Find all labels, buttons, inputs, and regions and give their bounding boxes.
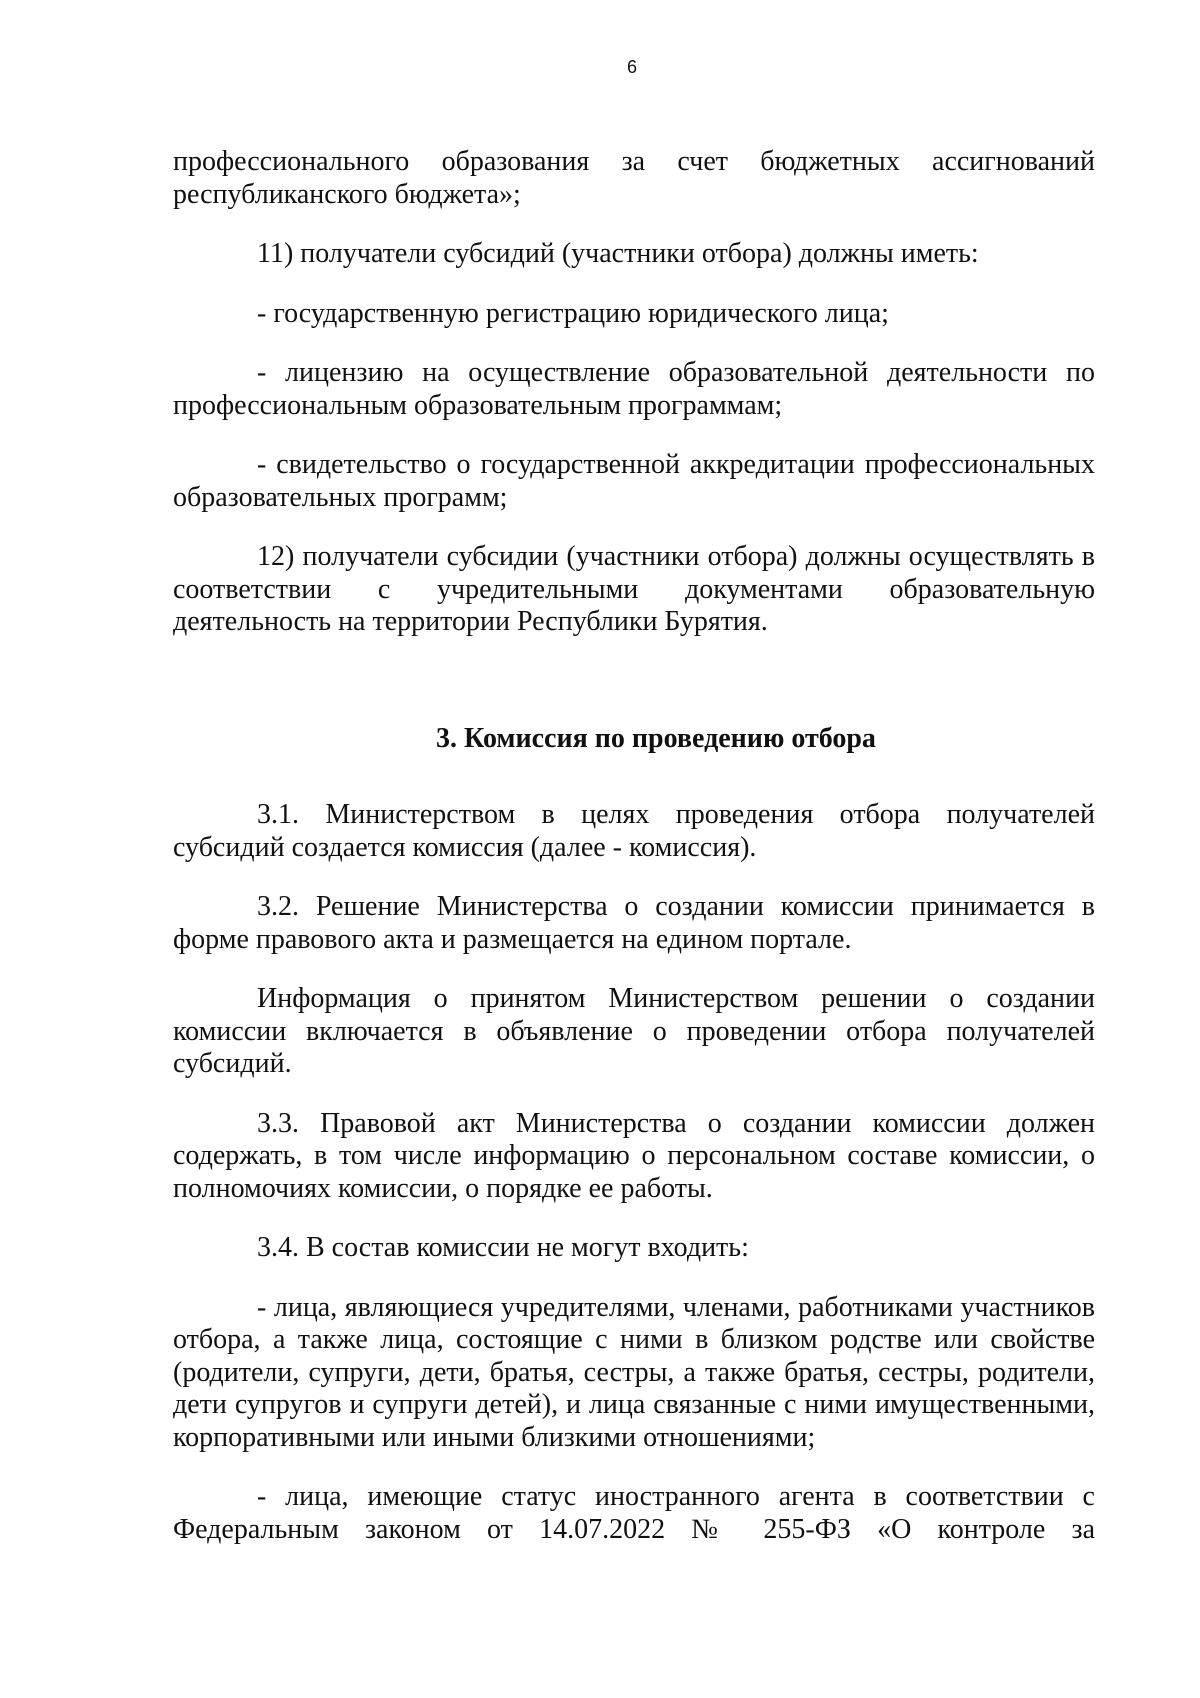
paragraph-item-11: 11) получатели субсидий (участники отбора) должны иметь: bbox=[257, 238, 979, 269]
paragraph-bullet-license: - лицензию на осуществление образовательной деятельности по профессиональным образовательным программам; bbox=[173, 357, 1095, 421]
page-number: 6 bbox=[626, 57, 637, 77]
document-body bbox=[173, 146, 1095, 1573]
paragraph-3-4: 3.4. В состав комиссии не могут входить: bbox=[257, 1232, 749, 1263]
paragraph-continuation: профессионального образования за счет бюджетных ассигнований республиканского бюджета»; bbox=[173, 146, 1095, 210]
paragraph-3-1: 3.1. Министерством в целях проведения отбора получателей субсидий создается комиссия (далее - комиссия). bbox=[173, 799, 1095, 863]
paragraph-bullet-foreign-agent: - лица, имеющие статус иностранного агента в соответствии с Федеральным законом от 14.07.2022 № 255-ФЗ «О контроле за bbox=[173, 1481, 1095, 1545]
paragraph-3-2: 3.2. Решение Министерства о создании комиссии принимается в форме правового акта и размещается на едином портале. bbox=[173, 891, 1095, 955]
paragraph-3-3: 3.3. Правовой акт Министерства о создании комиссии должен содержать, в том числе информацию о персональном составе комиссии, о полномочиях комиссии, о порядке ее работы. bbox=[173, 1107, 1095, 1204]
paragraph-bullet-accreditation: - свидетельство о государственной аккредитации профессиональных образовательных программ; bbox=[173, 449, 1095, 513]
paragraph-item-12: 12) получатели субсидии (участники отбора) должны осуществлять в соответствии с учредительными документами образовательную деятельность на территории Республики Бурятия. bbox=[173, 541, 1095, 637]
paragraph-bullet-related-persons: - лица, являющиеся учредителями, членами, работниками участников отбора, а также лица, состоящие с ними в близком родстве или свойстве (родители, супруги, дети, братья, сестры, а также братья, сестры, родители, дети супругов и супруги детей), и лица связанные с ними имущественными, корпоративными или иными близкими отношениями; bbox=[173, 1291, 1095, 1453]
paragraph-bullet-registration: - государственную регистрацию юридического лица; bbox=[257, 297, 889, 329]
section-heading: 3. Комиссия по проведению отбора bbox=[436, 722, 876, 754]
paragraph-3-2-info: Информация о принятом Министерством решении о создании комиссии включается в объявление о проведении отбора получателей субсидий. bbox=[173, 983, 1095, 1079]
